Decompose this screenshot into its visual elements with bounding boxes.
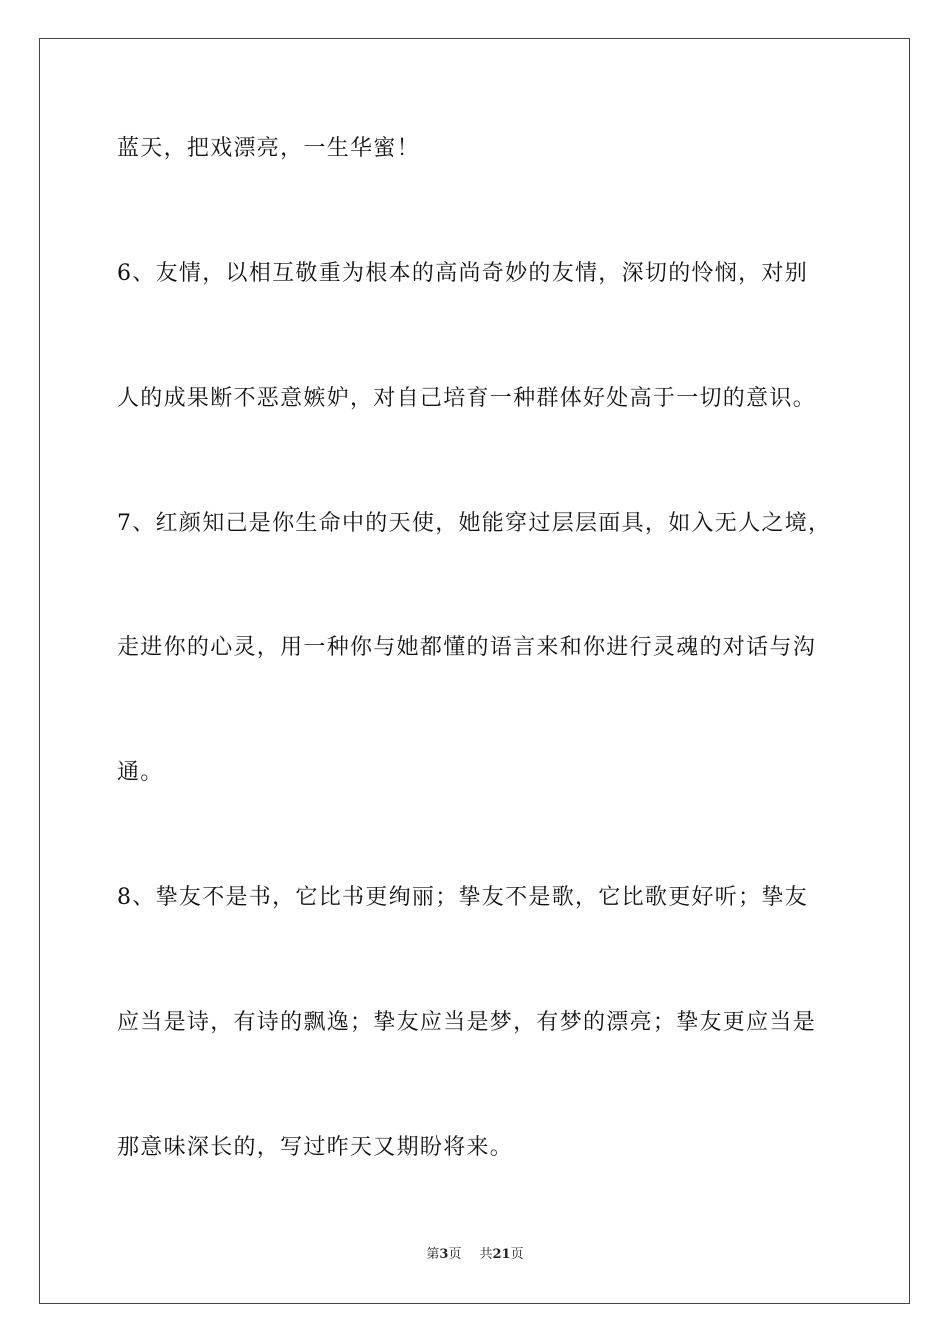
page-suffix: 页: [448, 1247, 462, 1262]
text-line: 8、挚友不是书，它比书更绚丽；挚友不是歌，它比歌更好听；挚友: [117, 885, 808, 910]
page-number: 3: [439, 1247, 449, 1262]
page-prefix: 第: [426, 1247, 440, 1262]
text-line: 6、友情，以相互敬重为根本的高尚奇妙的友情，深切的怜悯，对别: [117, 261, 808, 286]
page-frame: [39, 38, 910, 1304]
total-suffix: 页: [510, 1247, 524, 1262]
text-line: 通。: [117, 760, 164, 785]
text-line: 走进你的心灵，用一种你与她都懂的语言来和你进行灵魂的对话与沟: [117, 635, 817, 660]
text-line: 人的成果断不恶意嫉妒，对自己培育一种群体好处高于一切的意识。: [117, 386, 817, 411]
text-line: 应当是诗，有诗的飘逸；挚友应当是梦，有梦的漂亮；挚友更应当是: [117, 1010, 817, 1035]
total-prefix: 共: [479, 1247, 493, 1262]
text-line: 7、红颜知己是你生命中的天使，她能穿过层层面具，如入无人之境，: [117, 511, 832, 536]
text-line: 那意味深长的，写过昨天又期盼将来。: [117, 1135, 514, 1160]
page-footer: [0, 1246, 950, 1264]
total-pages: 21: [492, 1247, 511, 1262]
text-line: 蓝天，把戏漂亮，一生华蜜！: [117, 136, 420, 161]
